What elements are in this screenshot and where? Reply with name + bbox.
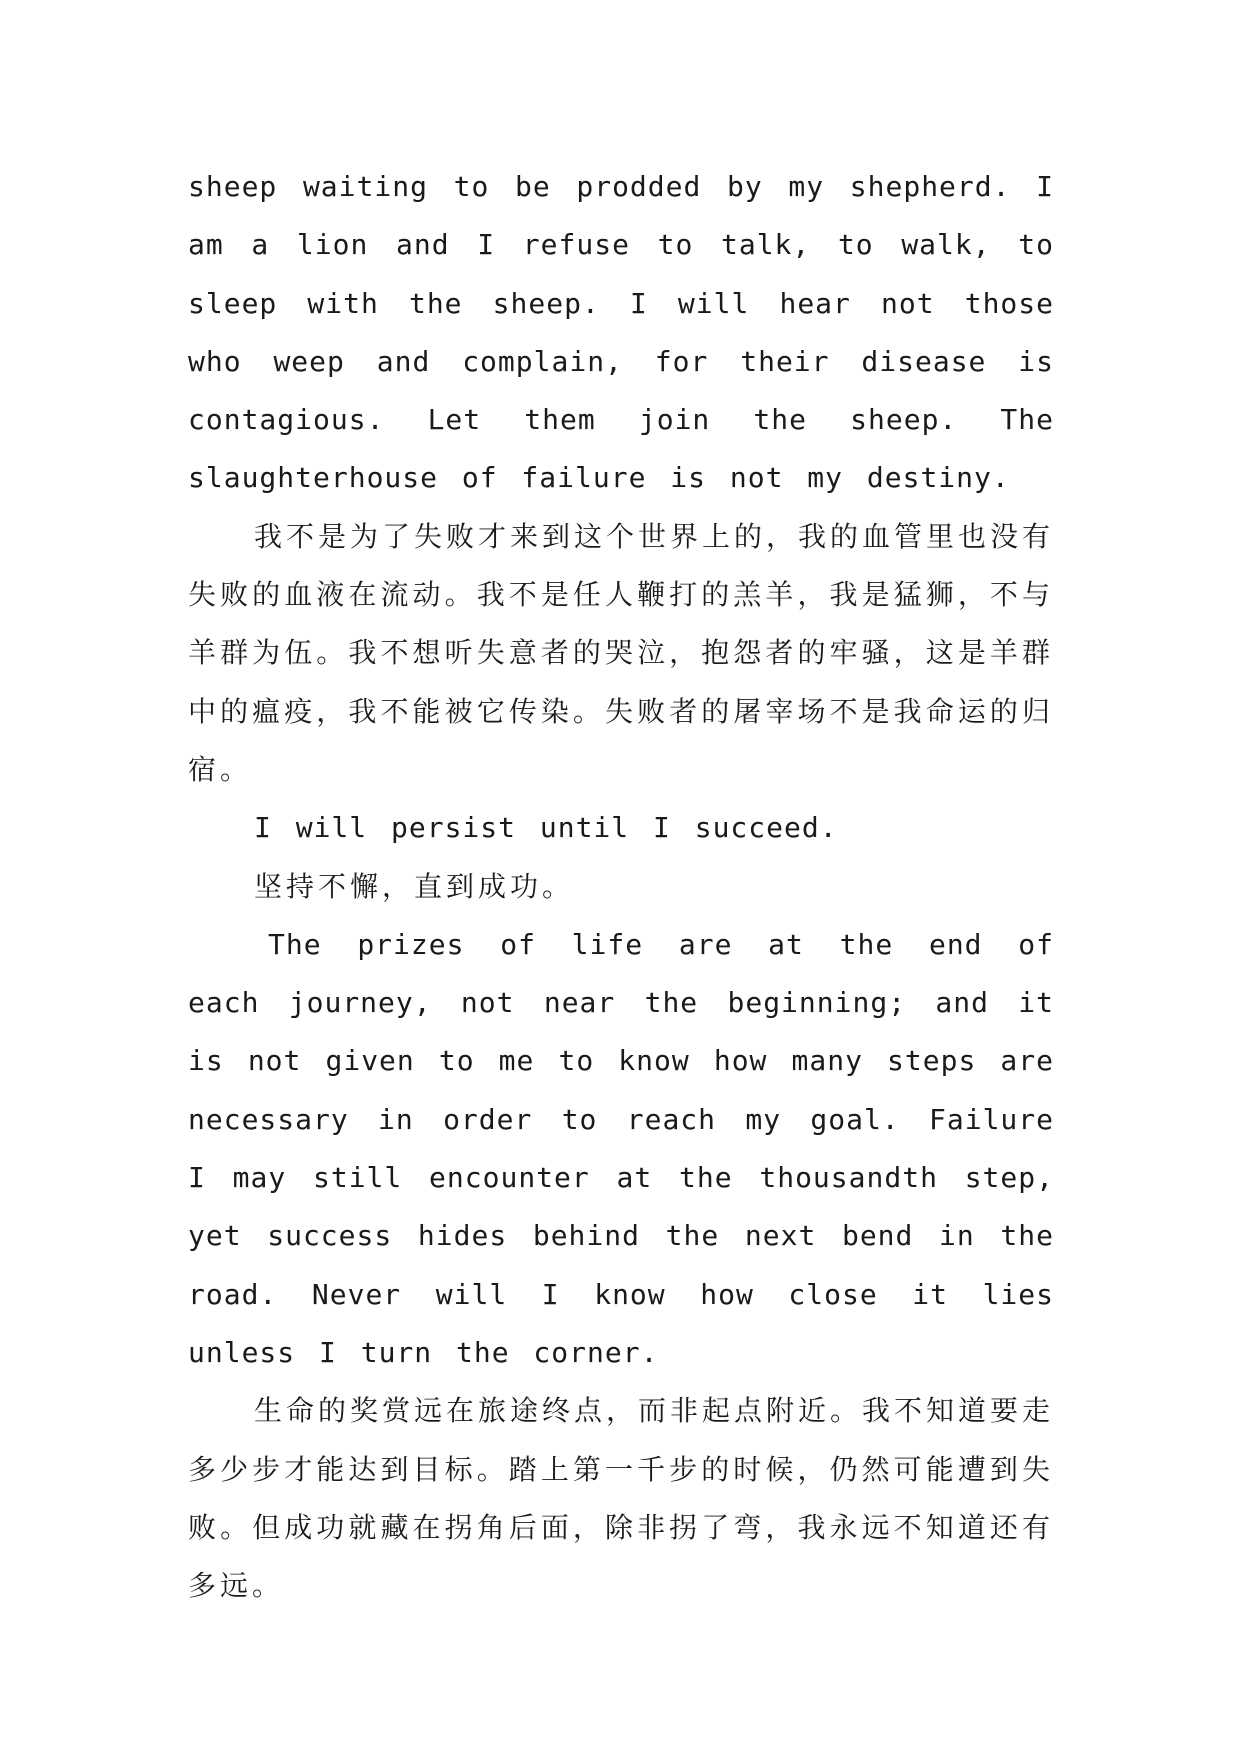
paragraph-english-persist: I will persist until I succeed. [254, 811, 838, 845]
paragraph-chinese-persist: 坚持不懈，直到成功。 [254, 869, 575, 903]
document-body [188, 158, 1054, 1615]
paragraph-english-lion: sheep waiting to be prodded by my shepherd. I am a lion and I refuse to talk, to walk, to sleep with the sheep. I will hear not those who weep and complain, for their disease is contagious. Let them join the sheep. The slaughterhouse of failure is not my destiny. [188, 170, 1054, 495]
paragraph-chinese-lion: 我不是为了失败才来到这个世界上的，我的血管里也没有失败的血液在流动。我不是任人鞭打的羔羊，我是猛狮，不与羊群为伍。我不想听失意者的哭泣，抱怨者的牢骚，这是羊群中的瘟疫，我不能被它传染。失败者的屠宰场不是我命运的归宿。 [188, 519, 1055, 786]
paragraph-chinese-prizes: 生命的奖赏远在旅途终点，而非起点附近。我不知道要走多少步才能达到目标。踏上第一千步的时候，仍然可能遭到失败。但成功就藏在拐角后面，除非拐了弯，我永远不知道还有多远。 [188, 1394, 1055, 1603]
paragraph-english-prizes: The prizes of life are at the end of each journey, not near the beginning; and it is not given to me to know how many steps are necessary in order to reach my goal. Failure I may still encounter at the thousandth step, yet success hides behind the next bend in the road. Never will I know how close it lies unless I turn the corner. [188, 927, 1054, 1369]
